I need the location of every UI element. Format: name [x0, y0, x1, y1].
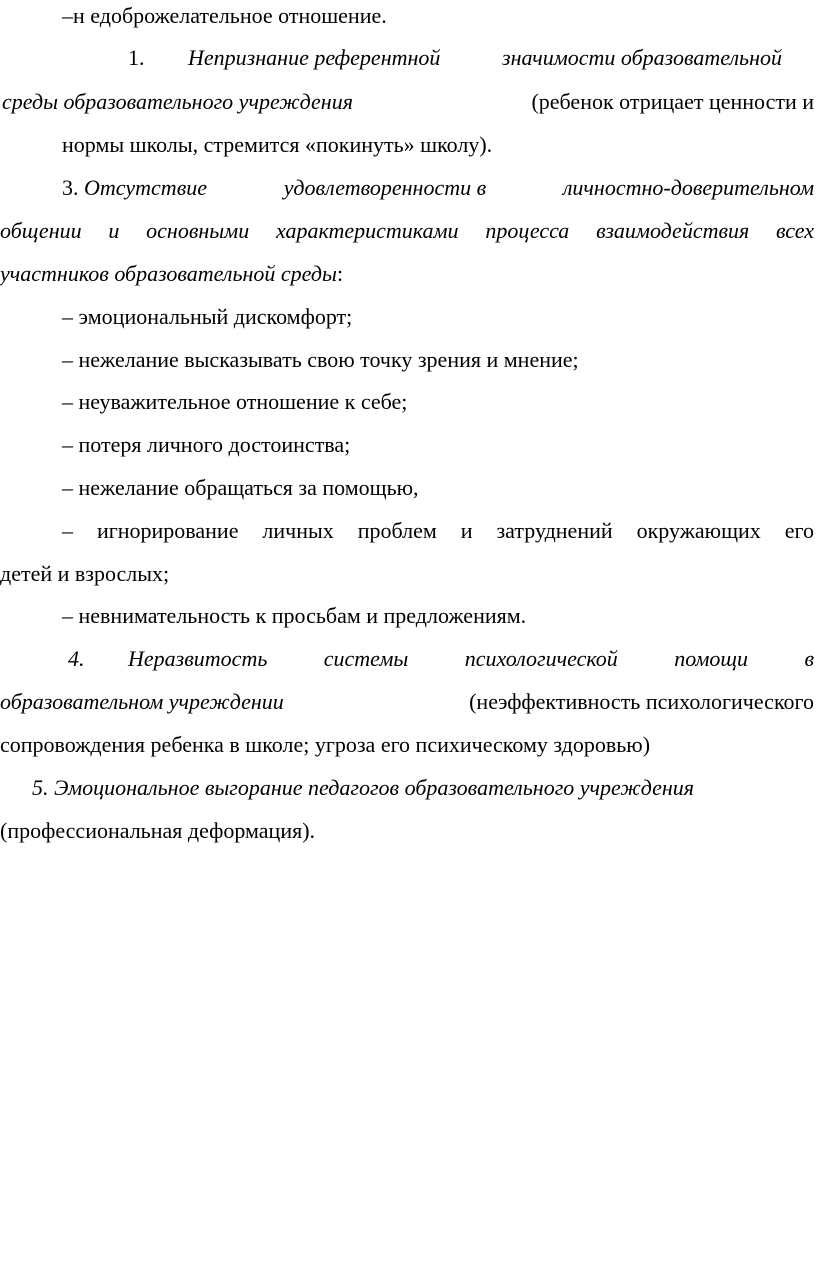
item3-bullet-5: – игнорирование личных проблем и затруднений окружающих его: [62, 518, 814, 543]
item4-line3: сопровождения ребенка в школе; угроза его психическому здоровью): [0, 732, 651, 757]
item3-title-c: личностно-доверительном: [562, 175, 814, 200]
item3-line1: [62, 175, 814, 201]
item3-bullet-0: – эмоциональный дискомфорт;: [62, 304, 353, 329]
item3-number: 3.: [62, 175, 79, 200]
item1-text-part1: (ребенок отрицает ценности и: [531, 89, 814, 114]
item3-bullet-4: – нежелание обращаться за помощью,: [62, 475, 419, 500]
intro-line: –н едоброжелательное отношение.: [62, 3, 387, 28]
item1-number: 1.: [128, 45, 145, 70]
item3-line3: [0, 261, 343, 287]
item4-text-line2: (неэффективность психологического: [469, 689, 814, 714]
item1-title-part2: значимости образовательной: [502, 45, 782, 70]
item3-title-a: Отсутствие: [84, 175, 208, 200]
item4-line1: [68, 646, 814, 672]
item4-number: 4.: [68, 646, 85, 671]
item3-title-line3: участников образовательной среды: [0, 261, 337, 286]
item1-line3: нормы школы, стремится «покинуть» школу).: [62, 132, 493, 157]
item1-line2: [2, 89, 814, 115]
item5-title: Эмоциональное выгорание педагогов образовательного учреждения: [54, 775, 695, 800]
item3-number-and-title: [62, 175, 207, 201]
item1-title-part1: Непризнание референтной: [188, 45, 441, 70]
item5-number: 5.: [32, 775, 49, 800]
item3-bullet-6: – невнимательность к просьбам и предложениям.: [62, 603, 527, 628]
item1-title-part3: среды образовательного учреждения: [2, 89, 353, 114]
item5-line1: [32, 775, 694, 801]
item3-colon: :: [336, 261, 344, 286]
item4-line2: [0, 689, 814, 715]
item4-title-line1: Неразвитость системы психологической помощи в: [128, 646, 814, 671]
item5-line2: (профессиональная деформация).: [0, 818, 316, 843]
item3-bullet-5-cont: детей и взрослых;: [0, 561, 170, 586]
item4-title-line2: образовательном учреждении: [0, 689, 284, 714]
item3-bullet-2: – неуважительное отношение к себе;: [62, 389, 408, 414]
item3-bullet-3: – потеря личного достоинства;: [62, 432, 351, 457]
item1-line1: [128, 45, 814, 71]
item3-bullet-1: – нежелание высказывать свою точку зрения и мнение;: [62, 347, 579, 372]
item3-line2: общении и основными характеристиками процесса взаимодействия всех: [0, 218, 814, 243]
item3-title-b: удовлетворенности в: [283, 175, 487, 200]
